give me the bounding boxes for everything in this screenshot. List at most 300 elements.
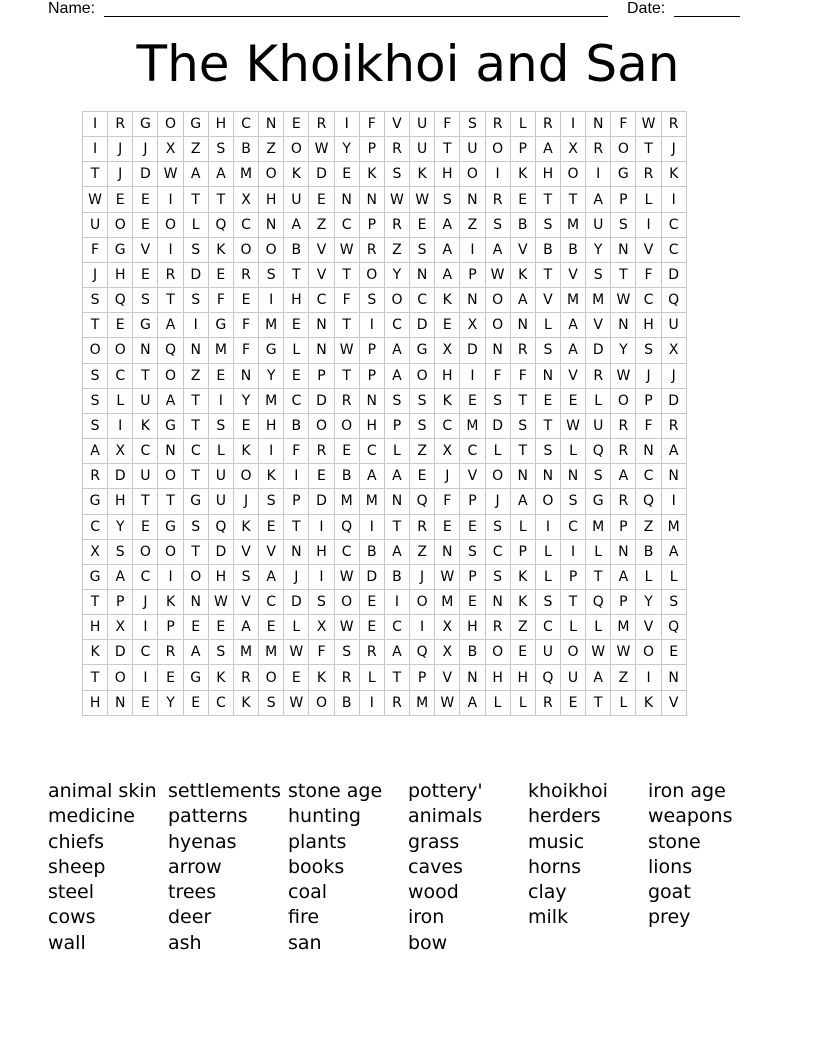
grid-cell[interactable]: L — [611, 690, 636, 715]
grid-cell[interactable]: N — [410, 262, 435, 287]
grid-cell[interactable]: T — [334, 363, 359, 388]
grid-cell[interactable]: C — [233, 212, 258, 237]
grid-cell[interactable]: Q — [410, 640, 435, 665]
grid-cell[interactable]: W — [334, 615, 359, 640]
grid-cell[interactable]: L — [284, 338, 309, 363]
grid-cell[interactable]: Y — [259, 363, 284, 388]
grid-cell[interactable]: W — [334, 338, 359, 363]
grid-cell[interactable]: G — [158, 514, 183, 539]
grid-cell[interactable]: L — [535, 313, 560, 338]
grid-cell[interactable]: F — [485, 363, 510, 388]
grid-cell[interactable]: C — [410, 288, 435, 313]
grid-cell[interactable]: A — [435, 212, 460, 237]
grid-cell[interactable]: A — [108, 564, 133, 589]
grid-cell[interactable]: Z — [259, 137, 284, 162]
grid-cell[interactable]: M — [560, 212, 585, 237]
grid-cell[interactable]: H — [259, 187, 284, 212]
grid-cell[interactable]: D — [309, 162, 334, 187]
grid-cell[interactable]: Y — [233, 388, 258, 413]
grid-cell[interactable]: R — [535, 690, 560, 715]
grid-cell[interactable]: A — [384, 338, 409, 363]
grid-cell[interactable]: I — [133, 665, 158, 690]
grid-cell[interactable]: L — [359, 665, 384, 690]
grid-cell[interactable]: K — [309, 665, 334, 690]
grid-cell[interactable]: Y — [586, 237, 611, 262]
grid-cell[interactable]: H — [485, 665, 510, 690]
grid-cell[interactable]: I — [259, 288, 284, 313]
grid-cell[interactable]: J — [485, 489, 510, 514]
grid-cell[interactable]: C — [334, 212, 359, 237]
grid-cell[interactable]: E — [284, 665, 309, 690]
grid-cell[interactable]: K — [208, 237, 233, 262]
grid-cell[interactable]: W — [611, 288, 636, 313]
grid-cell[interactable]: L — [586, 615, 611, 640]
grid-cell[interactable]: V — [560, 262, 585, 287]
grid-cell[interactable]: O — [636, 640, 661, 665]
grid-cell[interactable]: K — [133, 413, 158, 438]
grid-cell[interactable]: O — [158, 464, 183, 489]
grid-cell[interactable]: W — [334, 237, 359, 262]
grid-cell[interactable]: E — [460, 388, 485, 413]
grid-cell[interactable]: H — [208, 112, 233, 137]
grid-cell[interactable]: D — [108, 640, 133, 665]
grid-cell[interactable]: M — [560, 288, 585, 313]
grid-cell[interactable]: L — [586, 539, 611, 564]
grid-cell[interactable]: L — [636, 187, 661, 212]
grid-cell[interactable]: H — [510, 665, 535, 690]
grid-cell[interactable]: T — [158, 288, 183, 313]
grid-cell[interactable]: R — [485, 187, 510, 212]
grid-cell[interactable]: T — [535, 413, 560, 438]
grid-cell[interactable]: P — [359, 137, 384, 162]
grid-cell[interactable]: S — [83, 288, 108, 313]
grid-cell[interactable]: T — [435, 137, 460, 162]
grid-cell[interactable]: C — [233, 112, 258, 137]
grid-cell[interactable]: S — [510, 413, 535, 438]
grid-cell[interactable]: H — [460, 615, 485, 640]
grid-cell[interactable]: O — [485, 288, 510, 313]
grid-cell[interactable]: U — [133, 464, 158, 489]
grid-cell[interactable]: G — [183, 489, 208, 514]
grid-cell[interactable]: O — [485, 137, 510, 162]
grid-cell[interactable]: S — [334, 640, 359, 665]
grid-cell[interactable]: U — [410, 112, 435, 137]
grid-cell[interactable]: Y — [636, 589, 661, 614]
grid-cell[interactable]: S — [435, 187, 460, 212]
grid-cell[interactable]: N — [359, 187, 384, 212]
grid-cell[interactable]: E — [284, 112, 309, 137]
grid-cell[interactable]: B — [284, 237, 309, 262]
grid-cell[interactable]: N — [158, 439, 183, 464]
grid-cell[interactable]: C — [183, 439, 208, 464]
grid-cell[interactable]: T — [284, 262, 309, 287]
grid-cell[interactable]: X — [435, 439, 460, 464]
grid-cell[interactable]: W — [284, 690, 309, 715]
grid-cell[interactable]: K — [233, 514, 258, 539]
grid-cell[interactable]: K — [510, 262, 535, 287]
grid-cell[interactable]: O — [611, 388, 636, 413]
grid-cell[interactable]: H — [259, 413, 284, 438]
grid-cell[interactable]: N — [259, 212, 284, 237]
grid-cell[interactable]: C — [636, 464, 661, 489]
grid-cell[interactable]: O — [259, 237, 284, 262]
grid-cell[interactable]: C — [259, 589, 284, 614]
grid-cell[interactable]: W — [560, 413, 585, 438]
grid-cell[interactable]: H — [535, 162, 560, 187]
grid-cell[interactable]: E — [535, 388, 560, 413]
grid-cell[interactable]: F — [359, 112, 384, 137]
grid-cell[interactable]: C — [108, 363, 133, 388]
grid-cell[interactable]: O — [460, 162, 485, 187]
grid-cell[interactable]: E — [510, 187, 535, 212]
grid-cell[interactable]: E — [309, 464, 334, 489]
grid-cell[interactable]: W — [435, 690, 460, 715]
grid-cell[interactable]: I — [208, 388, 233, 413]
grid-cell[interactable]: Y — [384, 262, 409, 287]
grid-cell[interactable]: B — [334, 690, 359, 715]
grid-cell[interactable]: J — [133, 589, 158, 614]
grid-cell[interactable]: E — [435, 514, 460, 539]
grid-cell[interactable]: W — [309, 137, 334, 162]
grid-cell[interactable]: V — [259, 539, 284, 564]
grid-cell[interactable]: Y — [158, 690, 183, 715]
grid-cell[interactable]: C — [661, 212, 686, 237]
grid-cell[interactable]: Z — [636, 514, 661, 539]
grid-cell[interactable]: V — [661, 690, 686, 715]
grid-cell[interactable]: P — [611, 514, 636, 539]
grid-cell[interactable]: H — [309, 539, 334, 564]
grid-cell[interactable]: J — [410, 564, 435, 589]
grid-cell[interactable]: I — [158, 187, 183, 212]
grid-cell[interactable]: E — [284, 313, 309, 338]
grid-cell[interactable]: D — [661, 262, 686, 287]
grid-cell[interactable]: O — [108, 665, 133, 690]
grid-cell[interactable]: O — [485, 464, 510, 489]
grid-cell[interactable]: O — [485, 313, 510, 338]
grid-cell[interactable]: E — [133, 690, 158, 715]
grid-cell[interactable]: I — [259, 439, 284, 464]
grid-cell[interactable]: O — [259, 162, 284, 187]
grid-cell[interactable]: N — [535, 363, 560, 388]
grid-cell[interactable]: W — [334, 564, 359, 589]
grid-cell[interactable]: T — [83, 313, 108, 338]
grid-cell[interactable]: W — [208, 589, 233, 614]
grid-cell[interactable]: H — [284, 288, 309, 313]
grid-cell[interactable]: Q — [334, 514, 359, 539]
grid-cell[interactable]: V — [233, 539, 258, 564]
grid-cell[interactable]: F — [636, 413, 661, 438]
grid-cell[interactable]: I — [560, 112, 585, 137]
grid-cell[interactable]: I — [309, 564, 334, 589]
grid-cell[interactable]: Q — [586, 439, 611, 464]
grid-cell[interactable]: F — [284, 439, 309, 464]
grid-cell[interactable]: S — [359, 288, 384, 313]
grid-cell[interactable]: F — [334, 288, 359, 313]
grid-cell[interactable]: M — [233, 640, 258, 665]
grid-cell[interactable]: A — [435, 237, 460, 262]
grid-cell[interactable]: L — [661, 564, 686, 589]
grid-cell[interactable]: E — [259, 514, 284, 539]
grid-cell[interactable]: C — [460, 439, 485, 464]
grid-cell[interactable]: C — [384, 615, 409, 640]
grid-cell[interactable]: E — [560, 388, 585, 413]
grid-cell[interactable]: U — [133, 388, 158, 413]
grid-cell[interactable]: C — [133, 439, 158, 464]
grid-cell[interactable]: S — [259, 690, 284, 715]
grid-cell[interactable]: I — [158, 237, 183, 262]
grid-cell[interactable]: R — [410, 514, 435, 539]
name-input-line[interactable] — [104, 0, 608, 17]
grid-cell[interactable]: E — [183, 690, 208, 715]
grid-cell[interactable]: S — [384, 162, 409, 187]
grid-cell[interactable]: S — [410, 388, 435, 413]
grid-cell[interactable]: N — [560, 464, 585, 489]
grid-cell[interactable]: A — [510, 288, 535, 313]
grid-cell[interactable]: L — [510, 690, 535, 715]
grid-cell[interactable]: G — [611, 162, 636, 187]
grid-cell[interactable]: A — [611, 464, 636, 489]
grid-cell[interactable]: F — [233, 313, 258, 338]
grid-cell[interactable]: S — [83, 363, 108, 388]
grid-cell[interactable]: I — [384, 589, 409, 614]
grid-cell[interactable]: X — [560, 137, 585, 162]
grid-cell[interactable]: L — [183, 212, 208, 237]
grid-cell[interactable]: E — [233, 413, 258, 438]
grid-cell[interactable]: S — [183, 237, 208, 262]
grid-cell[interactable]: I — [83, 112, 108, 137]
grid-cell[interactable]: I — [636, 212, 661, 237]
grid-cell[interactable]: V — [510, 237, 535, 262]
grid-cell[interactable]: R — [309, 439, 334, 464]
grid-cell[interactable]: X — [158, 137, 183, 162]
grid-cell[interactable]: W — [586, 640, 611, 665]
grid-cell[interactable]: G — [410, 338, 435, 363]
grid-cell[interactable]: I — [636, 665, 661, 690]
grid-cell[interactable]: I — [661, 187, 686, 212]
grid-cell[interactable]: S — [460, 539, 485, 564]
grid-cell[interactable]: H — [636, 313, 661, 338]
grid-cell[interactable]: P — [108, 589, 133, 614]
grid-cell[interactable]: C — [384, 313, 409, 338]
grid-cell[interactable]: H — [208, 564, 233, 589]
grid-cell[interactable]: S — [183, 514, 208, 539]
grid-cell[interactable]: L — [284, 615, 309, 640]
grid-cell[interactable]: Z — [183, 137, 208, 162]
grid-cell[interactable]: C — [334, 539, 359, 564]
grid-cell[interactable]: E — [560, 690, 585, 715]
grid-cell[interactable]: L — [510, 112, 535, 137]
grid-cell[interactable]: O — [309, 690, 334, 715]
grid-cell[interactable]: R — [309, 112, 334, 137]
grid-cell[interactable]: O — [410, 363, 435, 388]
grid-cell[interactable]: R — [586, 363, 611, 388]
grid-cell[interactable]: O — [158, 112, 183, 137]
grid-cell[interactable]: D — [108, 464, 133, 489]
grid-cell[interactable]: U — [208, 464, 233, 489]
grid-cell[interactable]: N — [661, 464, 686, 489]
grid-cell[interactable]: G — [158, 413, 183, 438]
grid-cell[interactable]: E — [334, 162, 359, 187]
grid-cell[interactable]: L — [510, 514, 535, 539]
grid-cell[interactable]: K — [435, 288, 460, 313]
grid-cell[interactable]: D — [284, 589, 309, 614]
grid-cell[interactable]: L — [485, 690, 510, 715]
grid-cell[interactable]: E — [108, 187, 133, 212]
grid-cell[interactable]: R — [485, 112, 510, 137]
grid-cell[interactable]: P — [309, 363, 334, 388]
grid-cell[interactable]: N — [611, 313, 636, 338]
grid-cell[interactable]: R — [384, 137, 409, 162]
grid-cell[interactable]: C — [535, 615, 560, 640]
grid-cell[interactable]: V — [636, 237, 661, 262]
grid-cell[interactable]: R — [611, 413, 636, 438]
grid-cell[interactable]: F — [233, 338, 258, 363]
grid-cell[interactable]: K — [410, 162, 435, 187]
grid-cell[interactable]: N — [359, 388, 384, 413]
grid-cell[interactable]: N — [485, 589, 510, 614]
grid-cell[interactable]: E — [661, 640, 686, 665]
grid-cell[interactable]: S — [410, 237, 435, 262]
grid-cell[interactable]: S — [208, 413, 233, 438]
grid-cell[interactable]: A — [586, 187, 611, 212]
grid-cell[interactable]: I — [334, 112, 359, 137]
grid-cell[interactable]: B — [359, 539, 384, 564]
grid-cell[interactable]: R — [108, 112, 133, 137]
grid-cell[interactable]: J — [83, 262, 108, 287]
grid-cell[interactable]: M — [359, 489, 384, 514]
grid-cell[interactable]: T — [183, 187, 208, 212]
grid-cell[interactable]: T — [611, 262, 636, 287]
grid-cell[interactable]: E — [208, 262, 233, 287]
grid-cell[interactable]: H — [435, 162, 460, 187]
grid-cell[interactable]: R — [359, 237, 384, 262]
grid-cell[interactable]: F — [611, 112, 636, 137]
grid-cell[interactable]: J — [133, 137, 158, 162]
grid-cell[interactable]: S — [208, 137, 233, 162]
grid-cell[interactable]: X — [460, 313, 485, 338]
grid-cell[interactable]: W — [636, 112, 661, 137]
grid-cell[interactable]: L — [108, 388, 133, 413]
grid-cell[interactable]: E — [133, 187, 158, 212]
grid-cell[interactable]: B — [510, 212, 535, 237]
grid-cell[interactable]: M — [586, 514, 611, 539]
grid-cell[interactable]: T — [636, 137, 661, 162]
grid-cell[interactable]: T — [83, 162, 108, 187]
grid-cell[interactable]: A — [384, 363, 409, 388]
grid-cell[interactable]: S — [485, 564, 510, 589]
grid-cell[interactable]: O — [485, 640, 510, 665]
grid-cell[interactable]: D — [661, 388, 686, 413]
grid-cell[interactable]: L — [586, 388, 611, 413]
grid-cell[interactable]: R — [158, 640, 183, 665]
grid-cell[interactable]: T — [133, 363, 158, 388]
grid-cell[interactable]: O — [560, 162, 585, 187]
grid-cell[interactable]: H — [108, 489, 133, 514]
grid-cell[interactable]: R — [661, 413, 686, 438]
grid-cell[interactable]: S — [83, 413, 108, 438]
grid-cell[interactable]: O — [158, 539, 183, 564]
grid-cell[interactable]: Q — [535, 665, 560, 690]
grid-cell[interactable]: K — [510, 564, 535, 589]
grid-cell[interactable]: R — [636, 162, 661, 187]
grid-cell[interactable]: D — [309, 489, 334, 514]
grid-cell[interactable]: M — [460, 413, 485, 438]
grid-cell[interactable]: H — [83, 690, 108, 715]
grid-cell[interactable]: R — [384, 212, 409, 237]
grid-cell[interactable]: L — [208, 439, 233, 464]
grid-cell[interactable]: R — [334, 388, 359, 413]
grid-cell[interactable]: K — [510, 162, 535, 187]
grid-cell[interactable]: J — [108, 137, 133, 162]
grid-cell[interactable]: A — [586, 665, 611, 690]
grid-cell[interactable]: Z — [384, 237, 409, 262]
grid-cell[interactable]: A — [435, 262, 460, 287]
grid-cell[interactable]: C — [636, 288, 661, 313]
grid-cell[interactable]: S — [485, 514, 510, 539]
grid-cell[interactable]: M — [259, 640, 284, 665]
grid-cell[interactable]: O — [410, 589, 435, 614]
grid-cell[interactable]: S — [410, 413, 435, 438]
grid-cell[interactable]: U — [410, 137, 435, 162]
grid-cell[interactable]: Q — [208, 514, 233, 539]
grid-cell[interactable]: K — [259, 464, 284, 489]
grid-cell[interactable]: I — [485, 162, 510, 187]
grid-cell[interactable]: S — [611, 212, 636, 237]
grid-cell[interactable]: E — [259, 615, 284, 640]
grid-cell[interactable]: A — [208, 162, 233, 187]
grid-cell[interactable]: A — [384, 640, 409, 665]
grid-cell[interactable]: K — [158, 589, 183, 614]
grid-cell[interactable]: E — [284, 363, 309, 388]
grid-cell[interactable]: U — [535, 640, 560, 665]
grid-cell[interactable]: N — [108, 690, 133, 715]
grid-cell[interactable]: P — [510, 137, 535, 162]
grid-cell[interactable]: O — [158, 363, 183, 388]
grid-cell[interactable]: W — [284, 640, 309, 665]
grid-cell[interactable]: H — [359, 413, 384, 438]
grid-cell[interactable]: I — [359, 313, 384, 338]
grid-cell[interactable]: O — [183, 564, 208, 589]
grid-cell[interactable]: N — [183, 589, 208, 614]
grid-cell[interactable]: Z — [460, 212, 485, 237]
grid-cell[interactable]: A — [535, 137, 560, 162]
grid-cell[interactable]: M — [435, 589, 460, 614]
grid-cell[interactable]: C — [83, 514, 108, 539]
grid-cell[interactable]: Y — [611, 338, 636, 363]
grid-cell[interactable]: X — [435, 338, 460, 363]
grid-cell[interactable]: W — [485, 262, 510, 287]
grid-cell[interactable]: O — [611, 137, 636, 162]
grid-cell[interactable]: T — [535, 262, 560, 287]
grid-cell[interactable]: U — [284, 187, 309, 212]
grid-cell[interactable]: R — [535, 112, 560, 137]
grid-cell[interactable]: G — [133, 313, 158, 338]
grid-cell[interactable]: Y — [108, 514, 133, 539]
grid-cell[interactable]: A — [384, 464, 409, 489]
grid-cell[interactable]: O — [309, 413, 334, 438]
grid-cell[interactable]: I — [560, 539, 585, 564]
grid-cell[interactable]: D — [183, 262, 208, 287]
grid-cell[interactable]: S — [259, 262, 284, 287]
grid-cell[interactable]: U — [560, 665, 585, 690]
grid-cell[interactable]: A — [233, 615, 258, 640]
grid-cell[interactable]: D — [208, 539, 233, 564]
grid-cell[interactable]: O — [108, 212, 133, 237]
grid-cell[interactable]: Q — [661, 615, 686, 640]
grid-cell[interactable]: L — [384, 439, 409, 464]
grid-cell[interactable]: E — [133, 514, 158, 539]
grid-cell[interactable]: N — [510, 464, 535, 489]
